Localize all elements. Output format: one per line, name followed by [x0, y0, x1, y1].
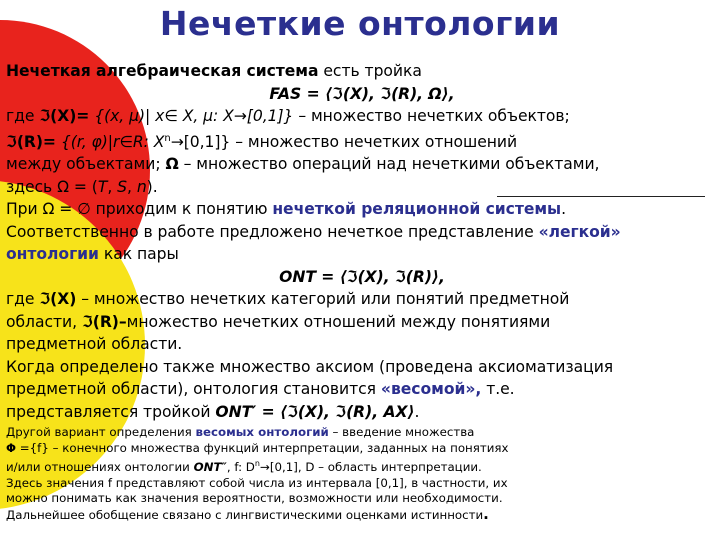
small-1-tail: – введение множества: [328, 425, 475, 440]
axioms-line-3: [6, 401, 718, 424]
small-line-4: Здесь значения f представляют собой числа из интервала [0,1], в частности, их: [6, 475, 508, 490]
axioms-line-1: Когда определено также множество аксиом (проведена аксиоматизация: [6, 357, 614, 376]
small-line-2: [6, 441, 718, 457]
small-line-5: можно понимать как значения вероятности, возможности или необходимости.: [6, 491, 503, 506]
small-3-superscript: n: [254, 459, 260, 469]
ont-desc-line-3: предметной области.: [6, 335, 183, 354]
sx-symbol: ℑ(X)=: [39, 107, 90, 125]
sx-set: {(x, μ)| x∈ X, μ: X→[0,1]}: [89, 107, 294, 125]
light-onto-text: Соответственно в работе предложено нечеткое представление: [6, 222, 539, 241]
light-ontology-line-2: [6, 243, 718, 266]
omega-text-1: между объектами;: [6, 155, 166, 174]
small-line-3: [6, 456, 718, 475]
slide-body: [6, 60, 718, 523]
omega-sep-2: ,: [127, 177, 137, 196]
light-ontology-line-1: [6, 221, 718, 244]
ont-desc-2-text-end: множество нечетких отношений между понятиями: [126, 312, 551, 331]
sr-desc: – множество нечетких отношений: [230, 132, 518, 151]
omega-sep-1: ,: [107, 177, 118, 196]
omega-text-2: – множество операций над нечеткими объектами,: [178, 155, 600, 174]
fas-term: Нечеткая алгебраическая система: [6, 62, 319, 80]
ont-prime-formula: ONT′ = ⟨ℑ(X), ℑ(R), AX⟩: [215, 402, 415, 421]
relational-term: нечеткой реляционной системы: [272, 200, 562, 219]
small-1-text: Другой вариант определения: [6, 425, 196, 440]
omega-t: T: [97, 177, 108, 196]
small-2-text: ={f} – конечного множества функций интерпретации, заданных на понятиях: [16, 440, 509, 455]
sx-desc: – множество нечетких объектов;: [293, 107, 570, 125]
slide-title: Нечеткие онтологии: [159, 4, 561, 43]
omega-line: [6, 153, 718, 176]
ont-desc-line-2: [6, 311, 718, 334]
axioms-2-text: предметной области), онтология становится: [6, 380, 381, 399]
ont-double-prime: ONT″: [193, 460, 227, 475]
small-6-tail: .: [483, 504, 489, 523]
omega-s: S: [117, 177, 127, 196]
ont-desc-line-1: [6, 288, 718, 311]
weighted-term: «весомой»,: [380, 380, 482, 399]
relational-system-line: [6, 198, 718, 221]
weighted-ontologies-term: весомых онтологий: [195, 425, 329, 440]
ont-desc-prefix: где: [6, 290, 40, 309]
omega-n: n: [136, 177, 147, 196]
axioms-2-tail: т.е.: [481, 380, 515, 399]
ont-x-symbol: ℑ(X): [39, 290, 77, 309]
small-line-6: [6, 504, 718, 524]
axioms-line-2: [6, 378, 718, 401]
ontology-term: онтологии: [6, 245, 99, 264]
ont-desc-2-text: области,: [6, 312, 82, 331]
sr-set: {(r, φ)|r∈R: X: [55, 132, 165, 151]
small-3-text-3: →[0,1], D – область интерпретации.: [259, 460, 482, 475]
fas-formula: FAS = ⟨ℑ(X), ℑ(R), Ω⟩,: [269, 84, 455, 103]
small-6-text: Дальнейшее обобщение связано с лингвистическими оценками истинности: [6, 507, 484, 522]
phi-symbol: Φ: [6, 440, 17, 455]
pair-text: как пары: [98, 245, 179, 264]
omega-comp-end: ).: [146, 177, 158, 196]
sr-set-end: →[0,1]}: [170, 132, 231, 151]
sr-definition-line: [6, 128, 718, 154]
axioms-3-text: представляется тройкой: [6, 402, 216, 421]
ont-formula: ONT = ⟨ℑ(X), ℑ(R)⟩,: [279, 267, 445, 286]
relational-text: При Ω = ∅ приходим к понятию: [6, 200, 273, 219]
light-onto-term: «легкой»: [538, 222, 621, 241]
ont-r-symbol: ℑ(R)–: [81, 312, 127, 331]
omega-symbol: Ω: [165, 155, 179, 174]
axioms-3-tail: .: [414, 402, 420, 421]
sx-prefix: где: [6, 107, 40, 125]
small-3-text: и/или отношениях онтологии: [6, 460, 194, 475]
ont-desc-text: – множество нечетких категорий или понятий предметной: [76, 290, 570, 309]
small-3-text-2: , f: D: [226, 460, 255, 475]
relational-end: .: [561, 200, 567, 219]
fas-definition-line: [6, 60, 718, 83]
fas-rest: есть тройка: [318, 62, 422, 80]
omega-comp-text: здесь Ω = (: [6, 177, 98, 196]
sr-superscript: n: [164, 132, 171, 144]
sr-symbol: ℑ(R)=: [6, 132, 56, 151]
omega-composition-line: [6, 176, 718, 199]
small-line-1: [6, 425, 718, 441]
sx-definition-line: [6, 105, 718, 128]
